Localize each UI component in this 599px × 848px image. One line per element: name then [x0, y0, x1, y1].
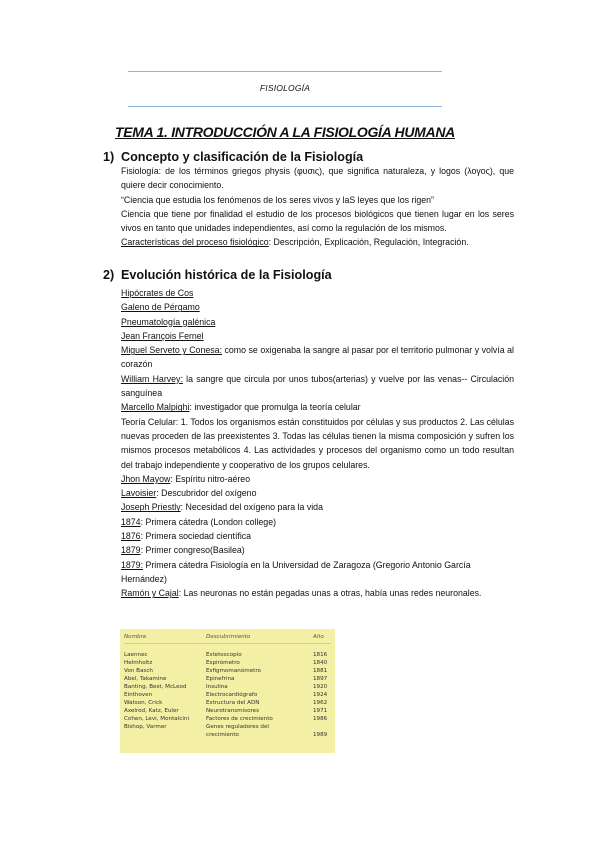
list-item: Galeno de Pérgamo — [121, 302, 200, 313]
list-item: Joseph Priestly: Necesidad del oxígeno para la vida — [121, 502, 323, 513]
quote: “Ciencia que estudia los fenómenos de los seres vivos y laS leyes que los rigen” — [121, 194, 434, 205]
table-header-row — [120, 634, 335, 641]
main-title: TEMA 1. INTRODUCCIÓN A LA FISIOLOGÍA HUMANA — [115, 124, 455, 140]
list-item: 1876: Primera sociedad científica — [121, 531, 252, 542]
table-row: Helmholtz Espirómetro 1840 — [124, 660, 328, 666]
section-number: 1) — [103, 150, 115, 164]
list-item: 1879: Primera cátedra Fisiología en la Universidad de Zaragoza (Gregorio Antonio García Hernández) — [121, 559, 471, 584]
column-header: Descubrimiento — [206, 634, 251, 640]
page-header-title: FISIOLOGÍA — [259, 83, 311, 93]
list-item: Ramón y Cajal: Las neuronas no están pegadas unas a otras, había unas redes neuronales. — [121, 588, 482, 599]
discoveries-table — [120, 629, 335, 753]
list-item: Miguel Serveto y Conesa: como se oxigenaba la sangre al pasar por el territorio pulmonar y volvía al corazón — [121, 345, 514, 370]
table-row: Cohen, Levi, Montalcini Factores de crecimiento 1986 — [124, 716, 328, 722]
table-row: crecimiento 1989 — [206, 732, 328, 738]
section-number: 2) — [103, 268, 115, 282]
section-heading-2 — [103, 268, 332, 282]
paragraph: Características del proceso fisiológico: Descripción, Explicación, Regulación, Integración. — [121, 237, 469, 248]
header-rule-bottom — [128, 106, 442, 107]
column-header: Nombre — [124, 634, 147, 640]
column-header: Año — [313, 634, 324, 640]
list-item: William Harvey: la sangre que circula por unos tubos(arterias) y vuelve por las venas-- Circulación sanguínea — [121, 373, 514, 399]
list-item: Pneumatología galénica — [121, 316, 216, 327]
table-row: Banting, Best, McLeod Insulina 1920 — [124, 684, 328, 690]
paragraph: Fisiología: de los términos griegos physis (φυσις), que significa naturaleza, y logos (λογος), que quiere decir conocimiento. — [121, 166, 514, 191]
list-item: Jean François Fernel — [121, 330, 204, 341]
list-item: Jhon Mayow: Espíritu nitro-aéreo — [121, 473, 251, 484]
table-row: Abel, Takamine Epinefrina 1897 — [124, 676, 328, 682]
section-heading-1 — [103, 150, 363, 164]
label: Características del proceso fisiológico — [121, 237, 269, 248]
table-row: Axelrod, Katz, Euler Neurotransmisores 1971 — [124, 708, 328, 714]
list-item: Marcello Malpighi: investigador que promulga la teoría celular — [121, 402, 361, 413]
paragraph: Teoría Celular: 1. Todos los organismos están constituidos por células y sus productos 2. Las células nuevas proceden de las preexistentes 3. Todas las células tienen la misma composición y sufren los mismos procesos metabólicos 4. Las actividades y procesos del organismo como un todo resultan del trabajo independiente y cooperativo de los grupos celulares. — [121, 416, 514, 470]
list-item: Lavoisier: Descubridor del oxígeno — [121, 488, 257, 499]
header-rule-top — [128, 71, 442, 72]
table-row: Bishop, Varmer Genes reguladores del — [124, 724, 269, 730]
table-divider — [124, 643, 331, 644]
list-item: Hipócrates de Cos — [121, 288, 194, 298]
section-2-body — [121, 286, 514, 601]
table-row: Laennec Estetoscopio 1816 — [124, 652, 328, 658]
table-row: Watson, Crick Estructura del ADN 1962 — [124, 700, 328, 706]
list-item: 1874: Primera cátedra (London college) — [121, 516, 277, 527]
paragraph: Ciencia que tiene por finalidad el estudio de los procesos biológicos que tienen lugar en los seres vivos en tanto que unidades independientes, así como la regulación de los mismos. — [121, 208, 514, 234]
table-row: Einthoven Electrocardiógrafo 1924 — [124, 692, 328, 698]
table-row: Von Basch Esfigmomanómetro 1881 — [124, 668, 328, 674]
section-title: Concepto y clasificación de la Fisiología — [121, 150, 364, 164]
list-item: 1879: Primer congreso(Basilea) — [121, 545, 245, 556]
section-title: Evolución histórica de la Fisiología — [121, 268, 332, 282]
section-1-body — [121, 164, 514, 250]
